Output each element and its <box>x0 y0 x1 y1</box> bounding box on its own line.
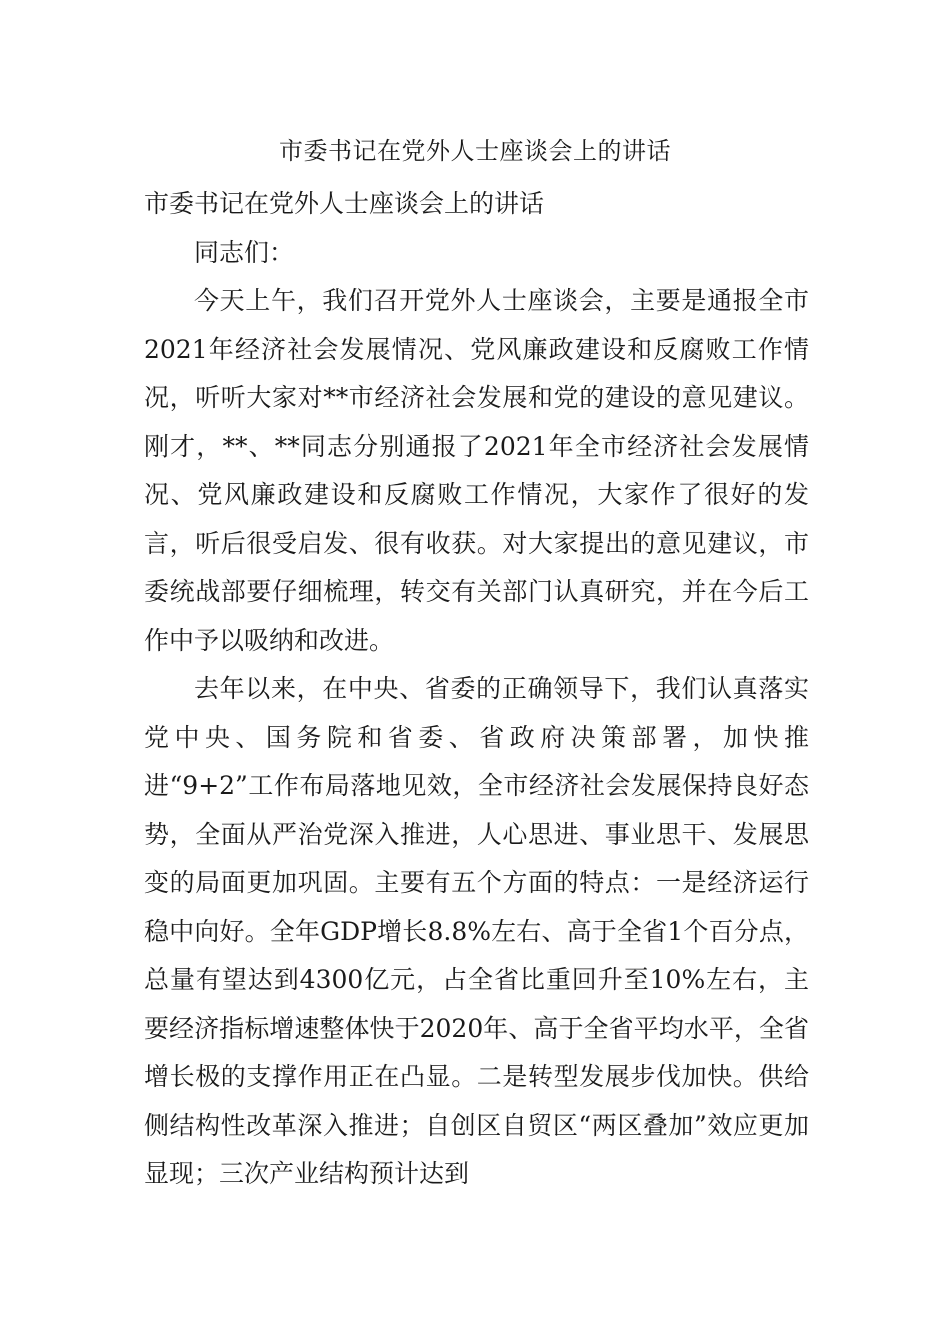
greeting: 同志们： <box>194 237 295 267</box>
document-title: 市委书记在党外人士座谈会上的讲话 <box>279 137 671 165</box>
document-subtitle: 市委书记在党外人士座谈会上的讲话 <box>144 189 545 218</box>
document-body <box>144 180 809 1199</box>
paragraph-1: 今天上午，我们召开党外人士座谈会，主要是通报全市2021年经济社会发展情况、党风廉政建设和反腐败工作情况，听听大家对**市经济社会发展和党的建设的意见建议。刚才，**、**同志分别通报了2021年全市经济社会发展情况、党风廉政建设和反腐败工作情况，大家作了很好的发言，听后很受启发、很有收获。对大家提出的意见建议，市委统战部要仔细梳理，转交有关部门认真研究，并在今后工作中予以吸纳和改进。 <box>144 286 809 655</box>
paragraph-2: 去年以来，在中央、省委的正确领导下，我们认真落实党中央、国务院和省委、省政府决策部署，加快推进“9+2”工作布局落地见效，全市经济社会发展保持良好态势，全面从严治党深入推进，人心思进、事业思干、发展思变的局面更加巩固。主要有五个方面的特点：一是经济运行稳中向好。全年GDP增长8.8%左右、高于全省1个百分点，总量有望达到4300亿元，占全省比重回升至10%左右，主要经济指标增速整体快于2020年、高于全省平均水平，全省增长极的支撑作用正在凸显。二是转型发展步伐加快。供给侧结构性改革深入推进；自创区自贸区“两区叠加”效应更加显现；三次产业结构预计达到 <box>144 674 809 1188</box>
